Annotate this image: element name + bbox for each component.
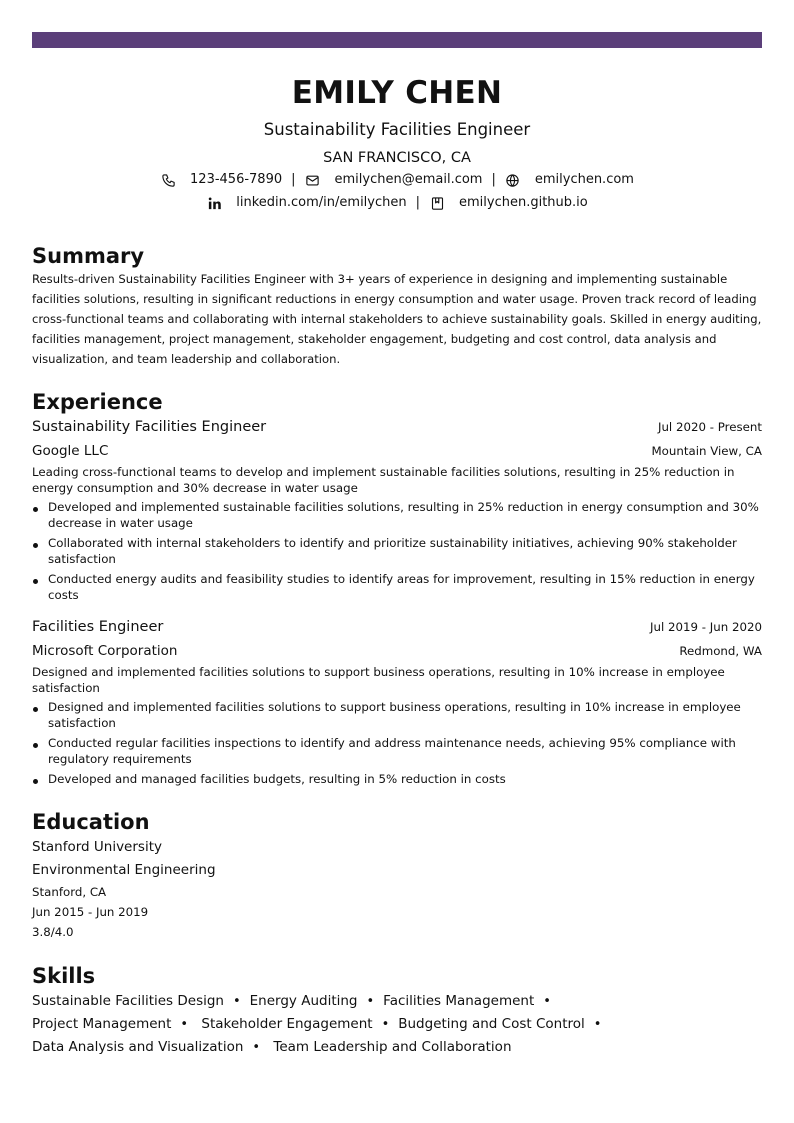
job-title-row xyxy=(32,417,762,437)
website-link[interactable]: emilychen.com xyxy=(534,172,634,187)
bullet-text: Designed and implemented facilities solutions to support business operations, resulting in 10% increase in employee satisfaction xyxy=(48,700,741,730)
skill-item: Project Management xyxy=(32,1016,172,1032)
job-company-row xyxy=(32,441,762,461)
job-title-row xyxy=(32,617,762,637)
education-dates: Jun 2015 - Jun 2019 xyxy=(32,905,149,919)
skill-item: Data Analysis and Visualization xyxy=(32,1039,244,1055)
experience-heading: Experience xyxy=(32,390,163,414)
bullet-dot xyxy=(33,707,38,712)
resume-header xyxy=(32,75,762,213)
email-link[interactable]: emilychen@email.com xyxy=(334,172,483,187)
skill-separator: • xyxy=(252,1040,261,1055)
skills-heading: Skills xyxy=(32,964,96,988)
linkedin-link[interactable]: linkedin.com/in/emilychen xyxy=(236,195,407,210)
list-item xyxy=(32,499,762,531)
skill-item: Sustainable Facilities Design xyxy=(32,993,224,1009)
skills-list xyxy=(32,990,692,1059)
bookmark-icon xyxy=(429,195,445,211)
skill-item: Budgeting and Cost Control xyxy=(398,1016,585,1032)
education-location: Stanford, CA xyxy=(32,885,107,899)
github-link[interactable]: emilychen.github.io xyxy=(459,195,588,210)
skill-item: Energy Auditing xyxy=(249,993,358,1009)
education-degree: Environmental Engineering xyxy=(32,862,216,878)
bullet-text: Collaborated with internal stakeholders to identify and prioritize sustainability initiatives, achieving 90% stakeholder satisfaction xyxy=(48,536,737,566)
education-gpa: 3.8/4.0 xyxy=(32,925,74,939)
job-company: Microsoft Corporation xyxy=(32,643,178,659)
job-company-row xyxy=(32,641,762,661)
globe-icon xyxy=(505,172,521,188)
phone-number[interactable]: 123-456-7890 xyxy=(190,172,283,187)
job-bullets xyxy=(32,699,762,787)
job-entry xyxy=(32,617,762,787)
job-description: Leading cross-functional teams to develop and implement sustainable facilities solutions, resulting in 25% reduction in energy consumption and 30% decrease in water usage xyxy=(32,465,735,495)
skill-separator: • xyxy=(180,1017,189,1032)
list-item xyxy=(32,699,762,731)
summary-text: Results-driven Sustainability Facilities Engineer with 3+ years of experience in designing and implementing sustainable facilities solutions, resulting in significant reductions in energy consumption and water usage. Proven track record of leading cross-functional teams and collaborating with internal stakeholders to achieve sustainability goals. Skilled in energy auditing, facilities management, project management, stakeholder engagement, budgeting and cost control, data analysis and visualization, and team leadership and collaboration. xyxy=(32,272,762,366)
skill-separator: • xyxy=(232,994,241,1009)
bullet-text: Developed and managed facilities budgets, resulting in 5% reduction in costs xyxy=(48,772,506,786)
job-title: Facilities Engineer xyxy=(32,619,164,635)
contact-separator: | xyxy=(291,172,296,187)
summary-heading: Summary xyxy=(32,244,145,268)
accent-bar xyxy=(32,32,762,48)
bullet-dot xyxy=(33,779,38,784)
job-title: Sustainability Facilities Engineer xyxy=(32,419,267,435)
skill-item: Team Leadership and Collaboration xyxy=(273,1039,512,1055)
job-location: Redmond, WA xyxy=(679,644,762,658)
list-item xyxy=(32,535,762,567)
contact-line-primary xyxy=(32,170,762,190)
linkedin-icon xyxy=(206,195,222,211)
list-item xyxy=(32,571,762,603)
job-bullets xyxy=(32,499,762,603)
bullet-dot xyxy=(33,507,38,512)
skill-item: Facilities Management xyxy=(383,993,535,1009)
candidate-title: Sustainability Facilities Engineer xyxy=(263,120,531,139)
skill-separator: • xyxy=(366,994,375,1009)
candidate-location: SAN FRANCISCO, CA xyxy=(323,150,471,166)
bullet-text: Conducted regular facilities inspections to identify and address maintenance needs, achieving 95% compliance with regulatory requirements xyxy=(48,736,736,766)
job-company: Google LLC xyxy=(32,443,109,459)
list-item xyxy=(32,771,762,787)
mail-icon xyxy=(305,172,321,188)
job-description: Designed and implemented facilities solutions to support business operations, resulting in 10% increase in employee satisfaction xyxy=(32,665,725,695)
contact-line-secondary xyxy=(32,193,762,213)
list-item xyxy=(32,735,762,767)
education-heading: Education xyxy=(32,810,150,834)
contact-separator: | xyxy=(415,195,420,210)
contact-separator: | xyxy=(491,172,496,187)
skill-separator: • xyxy=(381,1017,390,1032)
skill-separator: • xyxy=(593,1017,602,1032)
bullet-dot xyxy=(33,743,38,748)
education-school: Stanford University xyxy=(32,839,162,855)
job-location: Mountain View, CA xyxy=(651,444,762,458)
bullet-text: Conducted energy audits and feasibility studies to identify areas for improvement, resulting in 15% reduction in energy costs xyxy=(48,572,755,602)
phone-icon xyxy=(160,172,176,188)
job-entry xyxy=(32,417,762,603)
bullet-dot xyxy=(33,579,38,584)
skill-separator: • xyxy=(543,994,551,1009)
job-dates: Jul 2019 - Jun 2020 xyxy=(650,620,762,634)
job-dates: Jul 2020 - Present xyxy=(657,420,762,434)
bullet-text: Developed and implemented sustainable facilities solutions, resulting in 25% reduction in energy consumption and 30% decrease in water usage xyxy=(48,500,759,530)
candidate-name: EMILY CHEN xyxy=(291,75,503,111)
resume-page xyxy=(32,48,762,1059)
skill-item: Stakeholder Engagement xyxy=(201,1016,373,1032)
bullet-dot xyxy=(33,543,38,548)
